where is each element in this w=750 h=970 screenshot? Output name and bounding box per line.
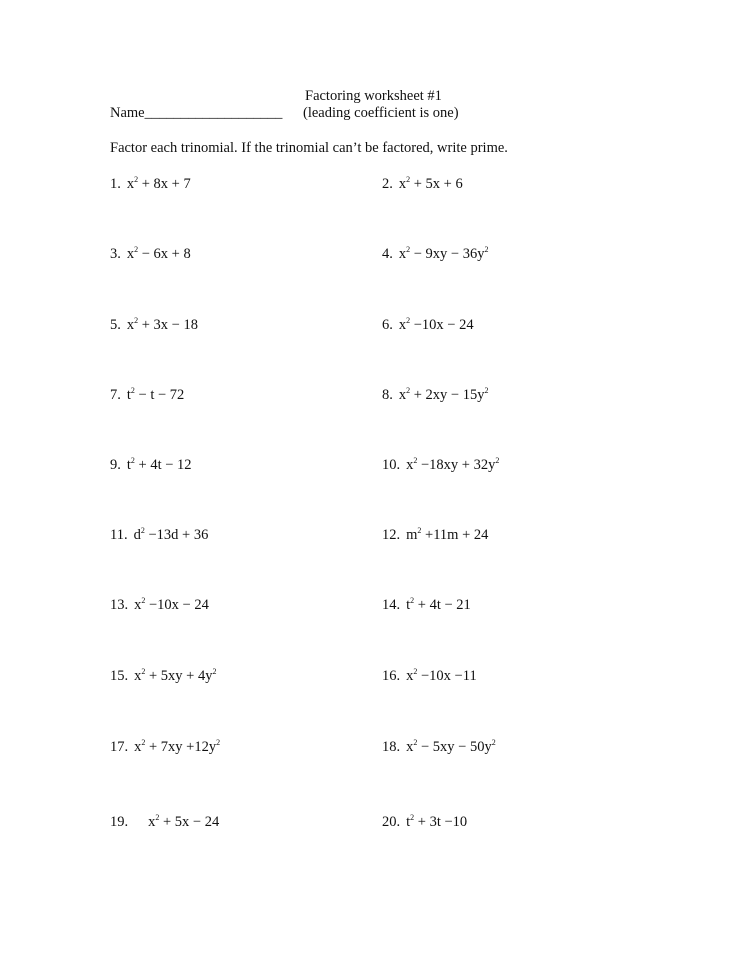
problem-number: 16. xyxy=(382,668,401,684)
problem-expression: $t^2 - t - 72$ xyxy=(126,386,185,403)
problem-expression: $x^2 + 5x + 6$ xyxy=(398,175,463,192)
problem-number: 1. xyxy=(110,176,121,192)
name-field: Name___________________ xyxy=(110,105,283,121)
worksheet-title: Factoring worksheet #1 xyxy=(305,88,442,104)
problem-expression: $x^2 -10x -11$ xyxy=(406,667,477,684)
problem-number: 17. xyxy=(110,739,129,755)
problem-expression: $x^2 + 2xy - 15y^2$ xyxy=(398,386,489,403)
problem-expression: $x^2 - 5xy - 50y^2$ xyxy=(406,738,496,755)
problem-expression: $d^2 -13d + 36$ xyxy=(133,526,209,543)
problem-expression: $m^2 +11m + 24$ xyxy=(406,526,489,543)
problem-expression: $x^2 - 6x + 8$ xyxy=(126,245,191,262)
problem-20 xyxy=(382,814,467,831)
problem-6 xyxy=(382,317,474,334)
problem-number: 10. xyxy=(382,457,401,473)
problem-13 xyxy=(110,597,209,614)
problem-number: 19. xyxy=(110,814,129,830)
problem-number: 9. xyxy=(110,457,121,473)
problem-11 xyxy=(110,527,208,544)
worksheet-subtitle: (leading coefficient is one) xyxy=(303,105,459,121)
problem-expression: $x^2 - 9xy - 36y^2$ xyxy=(398,245,489,262)
problem-number: 5. xyxy=(110,317,121,333)
problem-17 xyxy=(110,739,220,756)
problem-18 xyxy=(382,739,496,756)
problem-expression: $t^2 + 4t - 12$ xyxy=(126,456,192,473)
problem-number: 8. xyxy=(382,387,393,403)
problem-1 xyxy=(110,176,191,193)
problem-4 xyxy=(382,246,488,263)
problem-number: 14. xyxy=(382,597,401,613)
problem-number: 13. xyxy=(110,597,129,613)
problem-expression: $t^2 + 4t - 21$ xyxy=(406,596,471,613)
problem-expression: $x^2 + 3x - 18$ xyxy=(126,316,198,333)
problem-number: 7. xyxy=(110,387,121,403)
problem-number: 2. xyxy=(382,176,393,192)
problem-8 xyxy=(382,387,488,404)
problem-5 xyxy=(110,317,198,334)
problem-number: 3. xyxy=(110,246,121,262)
problem-19 xyxy=(110,814,219,831)
problem-expression: $x^2 + 5x - 24$ xyxy=(148,813,220,830)
problem-3 xyxy=(110,246,191,263)
problem-number: 12. xyxy=(382,527,401,543)
problem-number: 4. xyxy=(382,246,393,262)
problem-12 xyxy=(382,527,488,544)
problem-10 xyxy=(382,457,499,474)
problem-expression: $x^2 -10x - 24$ xyxy=(134,596,209,613)
problem-9 xyxy=(110,457,192,474)
problem-expression: $t^2 + 3t -10$ xyxy=(406,813,468,830)
problem-expression: $x^2 + 5xy + 4y^2$ xyxy=(134,667,217,684)
problem-expression: $x^2 + 7xy +12y^2$ xyxy=(134,738,221,755)
problem-number: 15. xyxy=(110,668,129,684)
problem-expression: $x^2 -18xy + 32y^2$ xyxy=(406,456,500,473)
problem-expression: $x^2 -10x - 24$ xyxy=(398,316,474,333)
problem-14 xyxy=(382,597,471,614)
problem-7 xyxy=(110,387,184,404)
problem-2 xyxy=(382,176,463,193)
instructions: Factor each trinomial. If the trinomial can’t be factored, write prime. xyxy=(110,140,508,156)
problem-16 xyxy=(382,668,477,685)
problem-expression: $x^2 + 8x + 7$ xyxy=(126,175,191,192)
problem-number: 11. xyxy=(110,527,128,543)
problem-15 xyxy=(110,668,216,685)
problem-number: 6. xyxy=(382,317,393,333)
problem-number: 18. xyxy=(382,739,401,755)
problem-number: 20. xyxy=(382,814,401,830)
